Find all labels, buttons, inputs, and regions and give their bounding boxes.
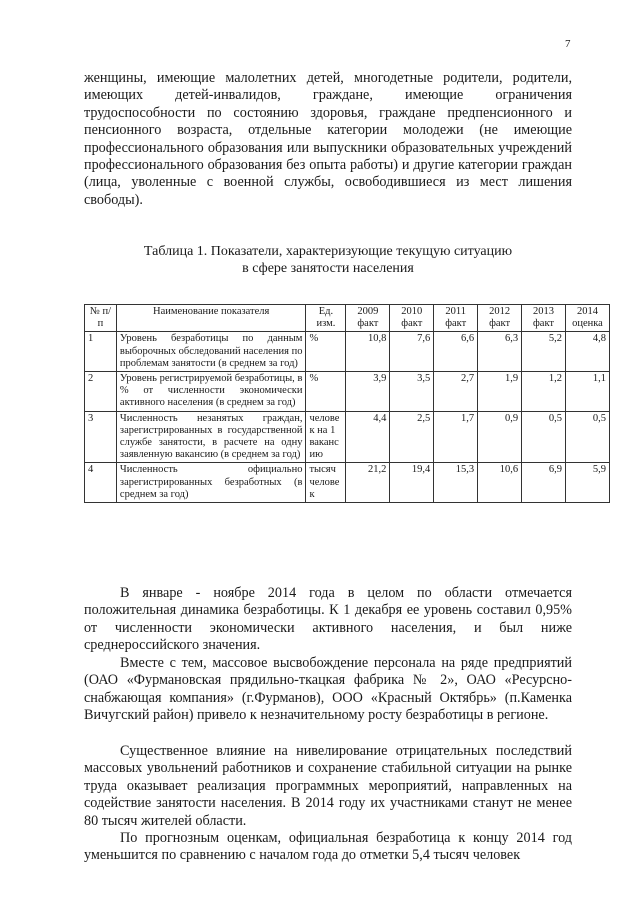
table-caption-line-1: Таблица 1. Показатели, характеризующие текущую ситуацию [143, 244, 513, 259]
row-value-2010: 7,6 [390, 332, 434, 372]
row-unit: тысяч челове к [306, 463, 346, 503]
indicators-table [84, 304, 610, 503]
row-value-2013: 1,2 [522, 372, 566, 412]
page-number: 7 [565, 38, 571, 50]
row-name: Численность официально зарегистрированных безработных (в среднем за год) [116, 463, 306, 503]
table-header-row [85, 305, 610, 332]
row-value-2014: 0,5 [565, 411, 609, 463]
row-value-2014: 4,8 [565, 332, 609, 372]
row-value-2011: 6,6 [434, 332, 478, 372]
row-value-2011: 1,7 [434, 411, 478, 463]
row-value-2012: 6,3 [478, 332, 522, 372]
row-value-2009: 3,9 [346, 372, 390, 412]
table-caption-line-2: в сфере занятости населения [242, 261, 414, 276]
row-value-2014: 1,1 [565, 372, 609, 412]
body-paragraph-1: В январе - ноябре 2014 года в целом по области отмечается положительная динамика безработицы. К 1 декабря ее уровень составил 0,95% от численности экономически активного населения, и был ниже среднероссийского значения. [84, 585, 572, 654]
row-num: 4 [85, 463, 117, 503]
table-row [85, 411, 610, 463]
row-num: 3 [85, 411, 117, 463]
row-value-2013: 5,2 [522, 332, 566, 372]
row-value-2012: 0,9 [478, 411, 522, 463]
row-value-2010: 3,5 [390, 372, 434, 412]
row-unit: % [306, 332, 346, 372]
row-value-2009: 10,8 [346, 332, 390, 372]
row-value-2013: 6,9 [522, 463, 566, 503]
row-num: 1 [85, 332, 117, 372]
row-name: Уровень регистрируемой безработицы, в % от численности экономически активного населения (в среднем за год) [116, 372, 306, 412]
table-caption [84, 243, 572, 277]
table-row [85, 332, 610, 372]
header-2009: 2009 факт [346, 305, 390, 332]
row-value-2014: 5,9 [565, 463, 609, 503]
row-value-2009: 4,4 [346, 411, 390, 463]
header-2012: 2012 факт [478, 305, 522, 332]
body-paragraph-3: Существенное влияние на нивелирование отрицательных последствий массовых увольнений работников и сохранение стабильной ситуации на рынке труда оказывает реализация программных мероприятий, направленных на содействие занятости населения. В 2014 году их участниками станут не менее 80 тысяч жителей области. [84, 743, 572, 829]
row-value-2009: 21,2 [346, 463, 390, 503]
body-paragraph-2: Вместе с тем, массовое высвобождение персонала на ряде предприятий (ОАО «Фурмановская прядильно-ткацкая фабрика № 2», ОАО «Ресурсно-снабжающая компания» (г.Фурманов), ООО «Красный Октябрь» (п.Каменка Вичугский район) привело к незначительному росту безработицы в регионе. [84, 655, 572, 724]
row-value-2012: 10,6 [478, 463, 522, 503]
row-num: 2 [85, 372, 117, 412]
header-2014: 2014 оценка [565, 305, 609, 332]
row-value-2011: 15,3 [434, 463, 478, 503]
row-name: Численность незанятых граждан, зарегистрированных в государственной службе занятости, в расчете на одну заявленную вакансию (в среднем за год) [116, 411, 306, 463]
body-paragraph-4: По прогнозным оценкам, официальная безработица к концу 2014 год уменьшится по сравнению с началом года до отметки 5,4 тысяч человек [84, 830, 572, 864]
row-value-2011: 2,7 [434, 372, 478, 412]
header-2013: 2013 факт [522, 305, 566, 332]
row-value-2010: 2,5 [390, 411, 434, 463]
header-2011: 2011 факт [434, 305, 478, 332]
intro-paragraph: женщины, имеющие малолетних детей, многодетные родители, родители, имеющих детей-инвалидов, граждане, имеющие ограничения трудоспособности по состоянию здоровья, граждане предпенсионного и пенсионного возраста, отдельные категории молодежи (не имеющие профессионального образования или выпускники образовательных учреждений профессионального образования без опыта работы) и другие категории граждан (лица, уволенные с военной службы, освободившиеся из мест лишения свободы). [84, 70, 572, 208]
header-num: № п/п [85, 305, 117, 332]
header-2010: 2010 факт [390, 305, 434, 332]
row-value-2012: 1,9 [478, 372, 522, 412]
row-value-2010: 19,4 [390, 463, 434, 503]
row-unit: челове к на 1 ваканс ию [306, 411, 346, 463]
row-unit: % [306, 372, 346, 412]
header-name: Наименование показателя [116, 305, 306, 332]
table-row [85, 463, 610, 503]
row-value-2013: 0,5 [522, 411, 566, 463]
header-unit: Ед. изм. [306, 305, 346, 332]
row-name: Уровень безработицы по данным выборочных обследований населения по проблемам занятости (в среднем за год) [116, 332, 306, 372]
table-row [85, 372, 610, 412]
